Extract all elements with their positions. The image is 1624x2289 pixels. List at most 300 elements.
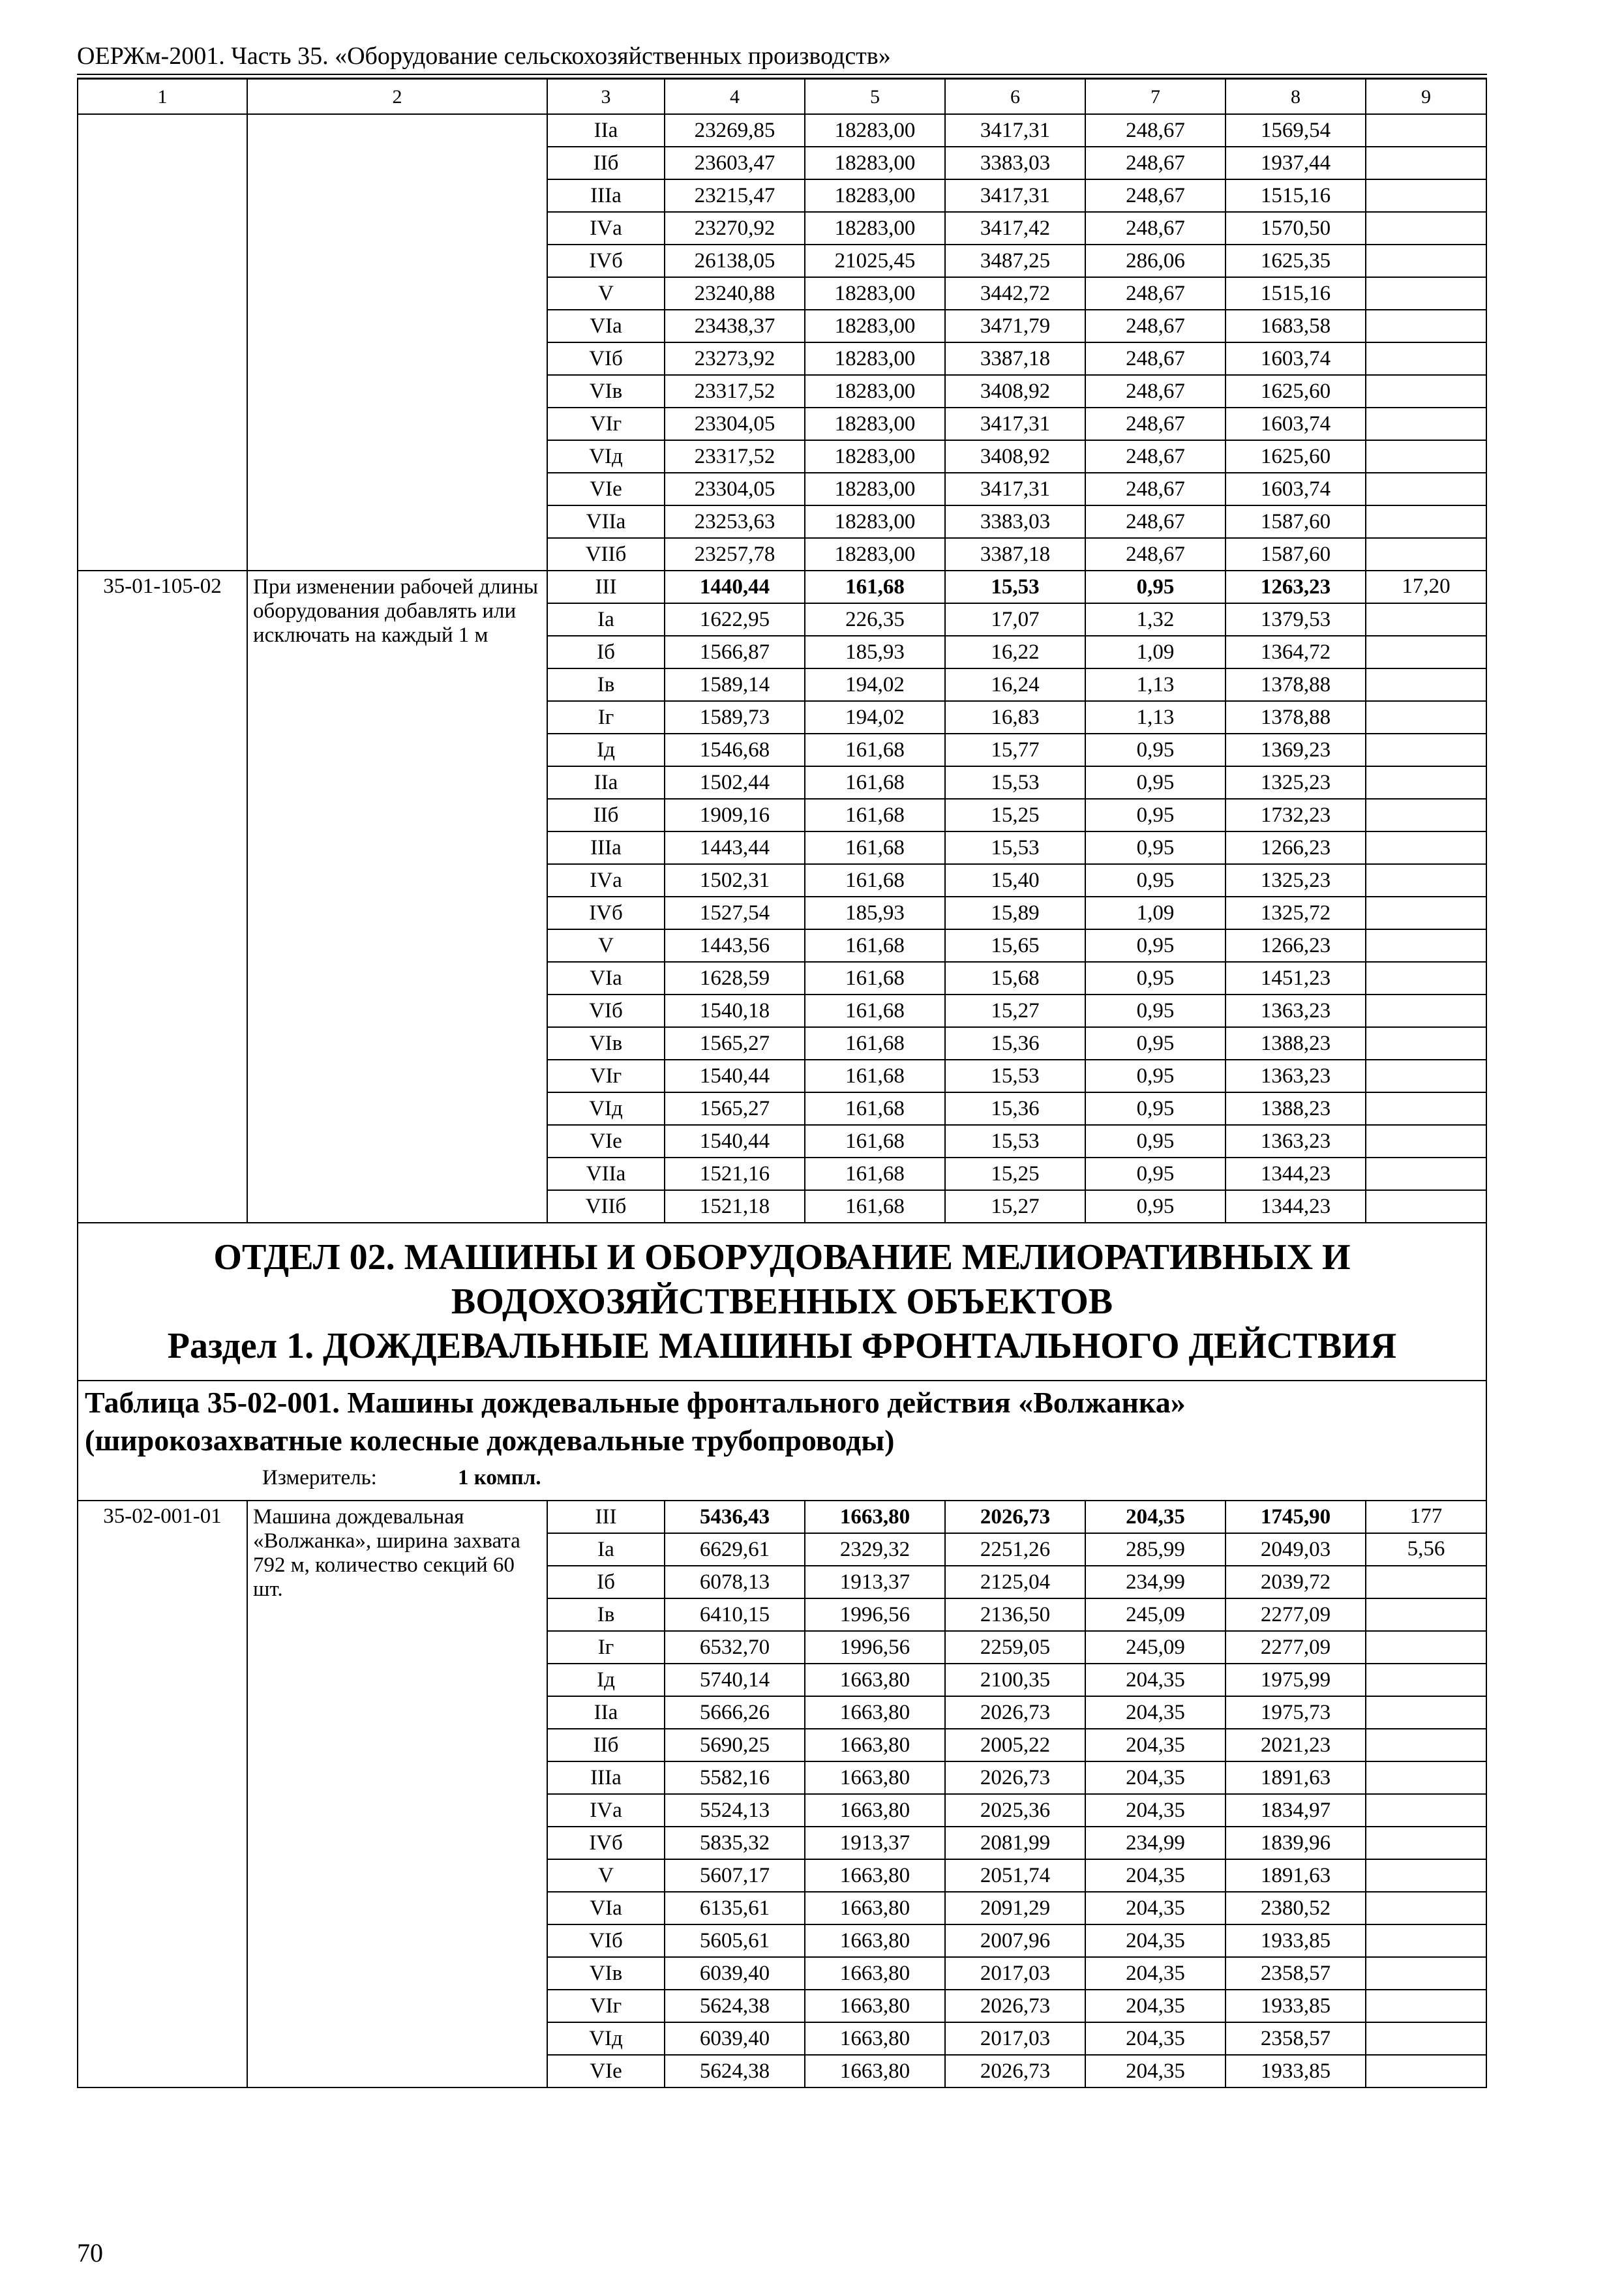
- value-cell: 245,09: [1085, 1598, 1226, 1631]
- value-cell: 1663,80: [805, 1892, 945, 1924]
- value-cell: 6532,70: [665, 1631, 805, 1664]
- value-cell: 194,02: [805, 701, 945, 734]
- value-cell: 0,95: [1085, 929, 1226, 962]
- value-cell: 1663,80: [805, 1761, 945, 1794]
- value-cell: 3417,31: [945, 473, 1085, 505]
- zone-cell: IIа: [547, 766, 665, 799]
- value-cell: 18283,00: [805, 179, 945, 212]
- zone-cell: V: [547, 277, 665, 310]
- col9-cell: [1366, 473, 1486, 505]
- value-cell: 286,06: [1085, 245, 1226, 277]
- col9-cell: [1366, 179, 1486, 212]
- table-row: [78, 114, 1486, 147]
- col9-cell: [1366, 897, 1486, 929]
- column-number: 2: [247, 79, 547, 114]
- value-cell: 15,89: [945, 897, 1085, 929]
- value-cell: 18283,00: [805, 277, 945, 310]
- col9-cell: [1366, 1125, 1486, 1158]
- value-cell: 1587,60: [1226, 538, 1366, 571]
- col9-cell: [1366, 277, 1486, 310]
- value-cell: 15,27: [945, 1190, 1085, 1223]
- value-cell: 5524,13: [665, 1794, 805, 1827]
- zone-cell: Iг: [547, 701, 665, 734]
- value-cell: 1603,74: [1226, 473, 1366, 505]
- value-cell: 204,35: [1085, 1761, 1226, 1794]
- page-header: [77, 38, 1487, 78]
- value-cell: 1933,85: [1226, 1924, 1366, 1957]
- col9-cell: [1366, 245, 1486, 277]
- value-cell: 23603,47: [665, 147, 805, 179]
- zone-cell: VIд: [547, 440, 665, 473]
- col9-cell: [1366, 1158, 1486, 1190]
- value-cell: 2277,09: [1226, 1598, 1366, 1631]
- value-cell: 1663,80: [805, 1859, 945, 1892]
- value-cell: 1502,31: [665, 864, 805, 897]
- value-cell: 1663,80: [805, 1501, 945, 1533]
- value-cell: 161,68: [805, 1060, 945, 1092]
- value-cell: 0,95: [1085, 799, 1226, 831]
- value-cell: 1378,88: [1226, 701, 1366, 734]
- value-cell: 1443,44: [665, 831, 805, 864]
- value-cell: 15,40: [945, 864, 1085, 897]
- value-cell: 3417,31: [945, 408, 1085, 440]
- value-cell: 2329,32: [805, 1533, 945, 1566]
- value-cell: 0,95: [1085, 831, 1226, 864]
- value-cell: 3417,42: [945, 212, 1085, 245]
- col9-cell: [1366, 1092, 1486, 1125]
- value-cell: 1732,23: [1226, 799, 1366, 831]
- col9-cell: [1366, 408, 1486, 440]
- value-cell: 23304,05: [665, 408, 805, 440]
- value-cell: 1663,80: [805, 2022, 945, 2055]
- value-cell: 18283,00: [805, 473, 945, 505]
- value-cell: 15,77: [945, 734, 1085, 766]
- value-cell: 15,36: [945, 1092, 1085, 1125]
- zone-cell: Iв: [547, 668, 665, 701]
- zone-cell: IIа: [547, 114, 665, 147]
- value-cell: 1663,80: [805, 1664, 945, 1696]
- value-cell: 1663,80: [805, 1990, 945, 2022]
- col9-cell: [1366, 114, 1486, 147]
- value-cell: 1625,60: [1226, 375, 1366, 408]
- zone-cell: Iб: [547, 1566, 665, 1598]
- value-cell: 1663,80: [805, 1794, 945, 1827]
- value-cell: 248,67: [1085, 179, 1226, 212]
- value-cell: 2049,03: [1226, 1533, 1366, 1566]
- col9-cell: [1366, 212, 1486, 245]
- value-cell: 248,67: [1085, 440, 1226, 473]
- value-cell: 18283,00: [805, 440, 945, 473]
- value-cell: 226,35: [805, 603, 945, 636]
- col9-cell: [1366, 1729, 1486, 1761]
- value-cell: 1933,85: [1226, 2055, 1366, 2087]
- column-number: 9: [1366, 79, 1486, 114]
- zone-cell: Iд: [547, 734, 665, 766]
- value-cell: 18283,00: [805, 408, 945, 440]
- zone-cell: VIб: [547, 1924, 665, 1957]
- value-cell: 2017,03: [945, 2022, 1085, 2055]
- value-cell: 1378,88: [1226, 668, 1366, 701]
- value-cell: 1891,63: [1226, 1859, 1366, 1892]
- value-cell: 285,99: [1085, 1533, 1226, 1566]
- value-cell: 1975,99: [1226, 1664, 1366, 1696]
- value-cell: 5607,17: [665, 1859, 805, 1892]
- value-cell: 248,67: [1085, 538, 1226, 571]
- zone-cell: VIIа: [547, 1158, 665, 1190]
- value-cell: 1515,16: [1226, 179, 1366, 212]
- value-cell: 1663,80: [805, 1924, 945, 1957]
- value-cell: 1379,53: [1226, 603, 1366, 636]
- value-cell: 248,67: [1085, 505, 1226, 538]
- value-cell: 21025,45: [805, 245, 945, 277]
- value-cell: 1443,56: [665, 929, 805, 962]
- value-cell: 234,99: [1085, 1827, 1226, 1859]
- value-cell: 1913,37: [805, 1566, 945, 1598]
- value-cell: 6039,40: [665, 1957, 805, 1990]
- section-heading-row: [78, 1223, 1486, 1381]
- col9-cell: [1366, 342, 1486, 375]
- table-row: [78, 571, 1486, 603]
- value-cell: 23240,88: [665, 277, 805, 310]
- col9-cell: [1366, 603, 1486, 636]
- value-cell: 2021,23: [1226, 1729, 1366, 1761]
- value-cell: 3387,18: [945, 538, 1085, 571]
- value-cell: 1603,74: [1226, 408, 1366, 440]
- value-cell: 0,95: [1085, 1190, 1226, 1223]
- col9-cell: [1366, 1990, 1486, 2022]
- item-description: При изменении рабочей длины оборудования добавлять или исключать на каждый 1 м: [247, 571, 547, 1223]
- col9-cell: [1366, 310, 1486, 342]
- table-heading-row: [78, 1381, 1486, 1501]
- value-cell: 5740,14: [665, 1664, 805, 1696]
- col9-cell: [1366, 734, 1486, 766]
- zone-cell: V: [547, 1859, 665, 1892]
- value-cell: 3408,92: [945, 440, 1085, 473]
- col9-cell: [1366, 864, 1486, 897]
- col9-cell: [1366, 1027, 1486, 1060]
- zone-cell: VIд: [547, 2022, 665, 2055]
- document-title: ОЕРЖм-2001. Часть 35. «Оборудование сельскохозяйственных производств»: [77, 42, 891, 70]
- zone-cell: IIIа: [547, 179, 665, 212]
- value-cell: 15,68: [945, 962, 1085, 995]
- value-cell: 23317,52: [665, 375, 805, 408]
- value-cell: 1628,59: [665, 962, 805, 995]
- value-cell: 1363,23: [1226, 1125, 1366, 1158]
- value-cell: 5666,26: [665, 1696, 805, 1729]
- value-cell: 3487,25: [945, 245, 1085, 277]
- value-cell: 161,68: [805, 962, 945, 995]
- value-cell: 204,35: [1085, 2055, 1226, 2087]
- column-number: 5: [805, 79, 945, 114]
- value-cell: 2380,52: [1226, 1892, 1366, 1924]
- section-heading-line: ОТДЕЛ 02. МАШИНЫ И ОБОРУДОВАНИЕ МЕЛИОРАТИВНЫХ И: [213, 1237, 1351, 1278]
- value-cell: 0,95: [1085, 864, 1226, 897]
- value-cell: 2100,35: [945, 1664, 1085, 1696]
- col9-cell: [1366, 766, 1486, 799]
- value-cell: 1603,74: [1226, 342, 1366, 375]
- value-cell: 2081,99: [945, 1827, 1085, 1859]
- value-cell: 23304,05: [665, 473, 805, 505]
- value-cell: 15,53: [945, 1060, 1085, 1092]
- value-cell: 185,93: [805, 636, 945, 668]
- value-cell: 1440,44: [665, 571, 805, 603]
- value-cell: 1913,37: [805, 1827, 945, 1859]
- value-cell: 1834,97: [1226, 1794, 1366, 1827]
- zone-cell: IVб: [547, 897, 665, 929]
- zone-cell: VIд: [547, 1092, 665, 1125]
- value-cell: 1540,18: [665, 995, 805, 1027]
- value-cell: 1683,58: [1226, 310, 1366, 342]
- zone-cell: IIб: [547, 147, 665, 179]
- zone-cell: VIе: [547, 473, 665, 505]
- value-cell: 1369,23: [1226, 734, 1366, 766]
- value-cell: 1570,50: [1226, 212, 1366, 245]
- value-cell: 5624,38: [665, 2055, 805, 2087]
- zone-cell: IVа: [547, 864, 665, 897]
- col9-cell: 17,20: [1366, 571, 1486, 603]
- value-cell: 0,95: [1085, 1092, 1226, 1125]
- column-number: 1: [78, 79, 247, 114]
- value-cell: 1933,85: [1226, 1990, 1366, 2022]
- col9-cell: [1366, 1566, 1486, 1598]
- zone-cell: Iв: [547, 1598, 665, 1631]
- table-row: [78, 1501, 1486, 1533]
- value-cell: 15,53: [945, 1125, 1085, 1158]
- value-cell: 1363,23: [1226, 995, 1366, 1027]
- value-cell: 185,93: [805, 897, 945, 929]
- value-cell: 1,32: [1085, 603, 1226, 636]
- col9-cell: [1366, 962, 1486, 995]
- value-cell: 204,35: [1085, 1859, 1226, 1892]
- col9-cell: [1366, 1598, 1486, 1631]
- value-cell: 5605,61: [665, 1924, 805, 1957]
- value-cell: 1909,16: [665, 799, 805, 831]
- col9-cell: [1366, 1060, 1486, 1092]
- value-cell: 161,68: [805, 734, 945, 766]
- value-cell: 1565,27: [665, 1092, 805, 1125]
- value-cell: 18283,00: [805, 375, 945, 408]
- value-cell: 248,67: [1085, 147, 1226, 179]
- value-cell: 2259,05: [945, 1631, 1085, 1664]
- value-cell: 23253,63: [665, 505, 805, 538]
- value-cell: 18283,00: [805, 212, 945, 245]
- value-cell: 16,83: [945, 701, 1085, 734]
- column-number: 3: [547, 79, 665, 114]
- value-cell: 248,67: [1085, 408, 1226, 440]
- value-cell: 2005,22: [945, 1729, 1085, 1761]
- value-cell: 248,67: [1085, 277, 1226, 310]
- value-cell: 234,99: [1085, 1566, 1226, 1598]
- item-description-cell: [247, 114, 547, 571]
- column-number: 6: [945, 79, 1085, 114]
- value-cell: 18283,00: [805, 147, 945, 179]
- value-cell: 204,35: [1085, 1892, 1226, 1924]
- zone-cell: VIб: [547, 342, 665, 375]
- col9-cell: [1366, 1190, 1486, 1223]
- value-cell: 161,68: [805, 1158, 945, 1190]
- value-cell: 1451,23: [1226, 962, 1366, 995]
- value-cell: 0,95: [1085, 962, 1226, 995]
- value-cell: 194,02: [805, 668, 945, 701]
- value-cell: 2125,04: [945, 1566, 1085, 1598]
- value-cell: 0,95: [1085, 766, 1226, 799]
- value-cell: 1625,35: [1226, 245, 1366, 277]
- value-cell: 2358,57: [1226, 2022, 1366, 2055]
- column-number: 4: [665, 79, 805, 114]
- value-cell: 2026,73: [945, 1501, 1085, 1533]
- value-cell: 161,68: [805, 995, 945, 1027]
- value-cell: 15,53: [945, 571, 1085, 603]
- value-cell: 204,35: [1085, 1501, 1226, 1533]
- item-code-cell: [78, 114, 247, 571]
- zone-cell: IIIа: [547, 831, 665, 864]
- value-cell: 3417,31: [945, 114, 1085, 147]
- zone-cell: VIг: [547, 1990, 665, 2022]
- value-cell: 16,22: [945, 636, 1085, 668]
- zone-cell: Iд: [547, 1664, 665, 1696]
- value-cell: 248,67: [1085, 310, 1226, 342]
- value-cell: 1996,56: [805, 1598, 945, 1631]
- col9-cell: [1366, 1664, 1486, 1696]
- value-cell: 1663,80: [805, 1729, 945, 1761]
- measure-value: 1 компл.: [458, 1466, 541, 1489]
- value-cell: 26138,05: [665, 245, 805, 277]
- zone-cell: IVа: [547, 1794, 665, 1827]
- value-cell: 17,07: [945, 603, 1085, 636]
- value-cell: 2051,74: [945, 1859, 1085, 1892]
- col9-cell: [1366, 799, 1486, 831]
- value-cell: 1502,44: [665, 766, 805, 799]
- col9-cell: [1366, 1957, 1486, 1990]
- value-cell: 2277,09: [1226, 1631, 1366, 1664]
- value-cell: 1663,80: [805, 2055, 945, 2087]
- value-cell: 1266,23: [1226, 929, 1366, 962]
- value-cell: 15,36: [945, 1027, 1085, 1060]
- value-cell: 1,13: [1085, 668, 1226, 701]
- value-cell: 6629,61: [665, 1533, 805, 1566]
- value-cell: 1587,60: [1226, 505, 1366, 538]
- table-title-line: (широкозахватные колесные дождевальные трубопроводы): [85, 1424, 895, 1457]
- value-cell: 6039,40: [665, 2022, 805, 2055]
- zone-cell: VIе: [547, 1125, 665, 1158]
- value-cell: 161,68: [805, 766, 945, 799]
- value-cell: 204,35: [1085, 1924, 1226, 1957]
- value-cell: 5624,38: [665, 1990, 805, 2022]
- value-cell: 2026,73: [945, 1696, 1085, 1729]
- zone-cell: VIа: [547, 310, 665, 342]
- value-cell: 2026,73: [945, 1761, 1085, 1794]
- value-cell: 1325,23: [1226, 864, 1366, 897]
- value-cell: 0,95: [1085, 1158, 1226, 1190]
- zone-cell: VIIа: [547, 505, 665, 538]
- zone-cell: IVб: [547, 1827, 665, 1859]
- value-cell: 161,68: [805, 864, 945, 897]
- value-cell: 15,27: [945, 995, 1085, 1027]
- value-cell: 1,09: [1085, 636, 1226, 668]
- value-cell: 1263,23: [1226, 571, 1366, 603]
- value-cell: 161,68: [805, 571, 945, 603]
- value-cell: 0,95: [1085, 1125, 1226, 1158]
- value-cell: 3387,18: [945, 342, 1085, 375]
- value-cell: 1663,80: [805, 1957, 945, 1990]
- value-cell: 161,68: [805, 799, 945, 831]
- value-cell: 23273,92: [665, 342, 805, 375]
- zone-cell: IIIа: [547, 1761, 665, 1794]
- col9-cell: [1366, 505, 1486, 538]
- value-cell: 204,35: [1085, 1990, 1226, 2022]
- value-cell: 2251,26: [945, 1533, 1085, 1566]
- value-cell: 18283,00: [805, 538, 945, 571]
- zone-cell: VIе: [547, 2055, 665, 2087]
- value-cell: 2039,72: [1226, 1566, 1366, 1598]
- col9-cell: [1366, 1892, 1486, 1924]
- zone-cell: Iа: [547, 603, 665, 636]
- value-cell: 1589,73: [665, 701, 805, 734]
- value-cell: 1663,80: [805, 1696, 945, 1729]
- col9-cell: [1366, 995, 1486, 1027]
- value-cell: 204,35: [1085, 1664, 1226, 1696]
- value-cell: 161,68: [805, 1125, 945, 1158]
- zone-cell: VIIб: [547, 1190, 665, 1223]
- value-cell: 23270,92: [665, 212, 805, 245]
- col9-cell: 5,56: [1366, 1533, 1486, 1566]
- col9-cell: [1366, 1631, 1486, 1664]
- zone-cell: VIв: [547, 1957, 665, 1990]
- measure-label: Измеритель:: [262, 1466, 377, 1489]
- value-cell: 161,68: [805, 1190, 945, 1223]
- value-cell: 1521,18: [665, 1190, 805, 1223]
- value-cell: 18283,00: [805, 505, 945, 538]
- section-heading-line: Раздел 1. ДОЖДЕВАЛЬНЫЕ МАШИНЫ ФРОНТАЛЬНОГО ДЕЙСТВИЯ: [167, 1326, 1397, 1366]
- value-cell: 1937,44: [1226, 147, 1366, 179]
- value-cell: 2007,96: [945, 1924, 1085, 1957]
- value-cell: 18283,00: [805, 342, 945, 375]
- value-cell: 204,35: [1085, 1957, 1226, 1990]
- value-cell: 1344,23: [1226, 1190, 1366, 1223]
- value-cell: 1975,73: [1226, 1696, 1366, 1729]
- value-cell: 248,67: [1085, 473, 1226, 505]
- section-heading: [78, 1223, 1486, 1381]
- col9-cell: [1366, 929, 1486, 962]
- value-cell: 2091,29: [945, 1892, 1085, 1924]
- value-cell: 15,65: [945, 929, 1085, 962]
- zone-cell: III: [547, 1501, 665, 1533]
- zone-cell: IIб: [547, 1729, 665, 1761]
- column-number: 7: [1085, 79, 1226, 114]
- col9-cell: [1366, 831, 1486, 864]
- col9-cell: [1366, 636, 1486, 668]
- value-cell: 6078,13: [665, 1566, 805, 1598]
- zone-cell: VIб: [547, 995, 665, 1027]
- value-cell: 1565,27: [665, 1027, 805, 1060]
- column-number: 8: [1226, 79, 1366, 114]
- col9-cell: [1366, 1696, 1486, 1729]
- value-cell: 1,09: [1085, 897, 1226, 929]
- rates-table-body: [78, 79, 1486, 2087]
- value-cell: 1364,72: [1226, 636, 1366, 668]
- zone-cell: VIв: [547, 375, 665, 408]
- value-cell: 1546,68: [665, 734, 805, 766]
- value-cell: 1388,23: [1226, 1092, 1366, 1125]
- section-heading-line: ВОДОХОЗЯЙСТВЕННЫХ ОБЪЕКТОВ: [451, 1281, 1113, 1322]
- item-code: 35-02-001-01: [78, 1501, 247, 2087]
- value-cell: 23438,37: [665, 310, 805, 342]
- value-cell: 1521,16: [665, 1158, 805, 1190]
- col9-cell: [1366, 2055, 1486, 2087]
- value-cell: 1622,95: [665, 603, 805, 636]
- col9-cell: [1366, 147, 1486, 179]
- table-title-line: Таблица 35-02-001. Машины дождевальные фронтального действия «Волжанка»: [85, 1386, 1186, 1419]
